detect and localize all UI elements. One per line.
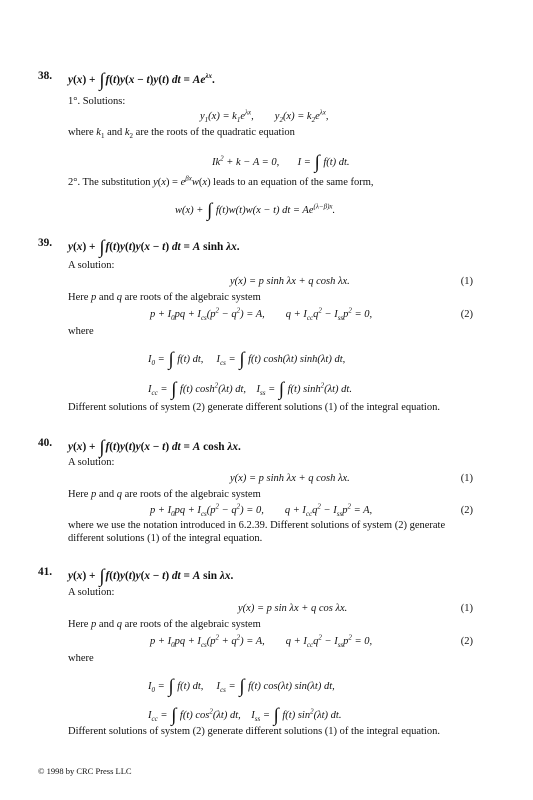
roots-text: Here p and q are roots of the algebraic system	[68, 292, 261, 303]
definitions-row-2: $I_{cc}$ = ∫ f(t) $\cosh^2(\lambda t)$ dt, $I_{ss}$ = ∫ f(t) $\sinh^2(\lambda t)$ dt.	[148, 379, 352, 400]
solution-formula: y(x) = p sinh λx + q cosh λx.	[230, 276, 350, 287]
definitions-row-1: $I_0$ = ∫ f(t) dt, $I_{cs}$ = ∫ f(t) cos(λt) sin(λt) dt,	[148, 676, 335, 697]
system-formula: $p + I_0pq + I_{cs}(p^2 - q^2) = A$, $q + I_{cc}q^2 - I_{ss}p^2 = 0$,	[150, 306, 373, 323]
notation-text-2: different solutions (1) of the integral equation.	[68, 533, 263, 544]
equation-title: y(x) + ∫f(t)y(t)y(x − t) dt = A sinh λx.	[68, 237, 240, 258]
solution-formula: y(x) = p sinh λx + q cosh λx.	[230, 473, 350, 484]
substitution-text: 2°. The substitution $y(x) = e^{\beta x}w(x)$ leads to an equation of the same form,	[68, 174, 374, 188]
equation-tag: (1)	[460, 276, 473, 287]
roots-text: Here p and q are roots of the algebraic system	[68, 489, 261, 500]
solution-heading: A solution:	[68, 457, 115, 468]
equation-number: 38.	[38, 70, 53, 82]
notation-text: where we use the notation introduced in 6.2.39. Different solutions of system (2) generate	[68, 520, 446, 531]
equation-tag: (2)	[460, 309, 473, 320]
quadratic-formula: $Ik^2 + k - A = 0$, I = ∫ f(t) dt.	[212, 152, 350, 173]
equation-number: 40.	[38, 437, 53, 449]
where-label: where	[68, 653, 94, 664]
equation-title: y(x) + ∫f(t)y(t)y(x − t) dt = A cosh λx.	[68, 437, 241, 458]
closing-text: Different solutions of system (2) generate different solutions (1) of the integral equation.	[68, 726, 440, 737]
where-label: where	[68, 326, 94, 337]
system-formula: $p + I_0pq + I_{cs}(p^2 - q^2) = 0$, $q + I_{cc}q^2 - I_{ss}p^2 = A$,	[150, 502, 373, 519]
transformed-formula: w(x) + ∫ f(t)w(t)w(x − t) dt = $Ae^{(\lambda-\beta)x}$.	[175, 200, 336, 221]
equation-tag: (1)	[460, 603, 473, 614]
where-roots-text: where $k_1$ and $k_2$ are the roots of the quadratic equation	[68, 127, 295, 141]
closing-text: Different solutions of system (2) generate different solutions (1) of the integral equation.	[68, 402, 440, 413]
solution-formula: y(x) = p sin λx + q cos λx.	[238, 603, 348, 614]
solutions-formula: $y_1(x) = k_1e^{\lambda x}$, $y_2(x) = k_2e^{\lambda x}$,	[200, 108, 329, 125]
roots-text: Here p and q are roots of the algebraic system	[68, 619, 261, 630]
equation-number: 39.	[38, 237, 53, 249]
equation-tag: (2)	[460, 505, 473, 516]
solutions-heading: 1°. Solutions:	[68, 96, 126, 107]
equation-title: y(x) + ∫f(t)y(t)y(x − t) dt = A sin λx.	[68, 566, 234, 587]
equation-title: y(x) + ∫f(t)y(x − t)y(t) dt = $Ae^{\lambda x}$.	[68, 70, 215, 91]
equation-tag: (1)	[460, 473, 473, 484]
equation-number: 41.	[38, 566, 53, 578]
solution-heading: A solution:	[68, 587, 115, 598]
copyright-footer: © 1998 by CRC Press LLC	[38, 766, 132, 776]
solution-heading: A solution:	[68, 260, 115, 271]
system-formula: $p + I_0pq + I_{cs}(p^2 + q^2) = A$, $q + I_{cc}q^2 - I_{ss}p^2 = 0$,	[150, 633, 373, 650]
definitions-row-2: $I_{cc}$ = ∫ f(t) $\cos^2(\lambda t)$ dt, $I_{ss}$ = ∫ f(t) $\sin^2(\lambda t)$ dt.	[148, 705, 342, 726]
definitions-row-1: $I_0$ = ∫ f(t) dt, $I_{cs}$ = ∫ f(t) cosh(λt) sinh(λt) dt,	[148, 349, 346, 370]
equation-tag: (2)	[460, 636, 473, 647]
integral-sign: ∫	[99, 70, 105, 91]
